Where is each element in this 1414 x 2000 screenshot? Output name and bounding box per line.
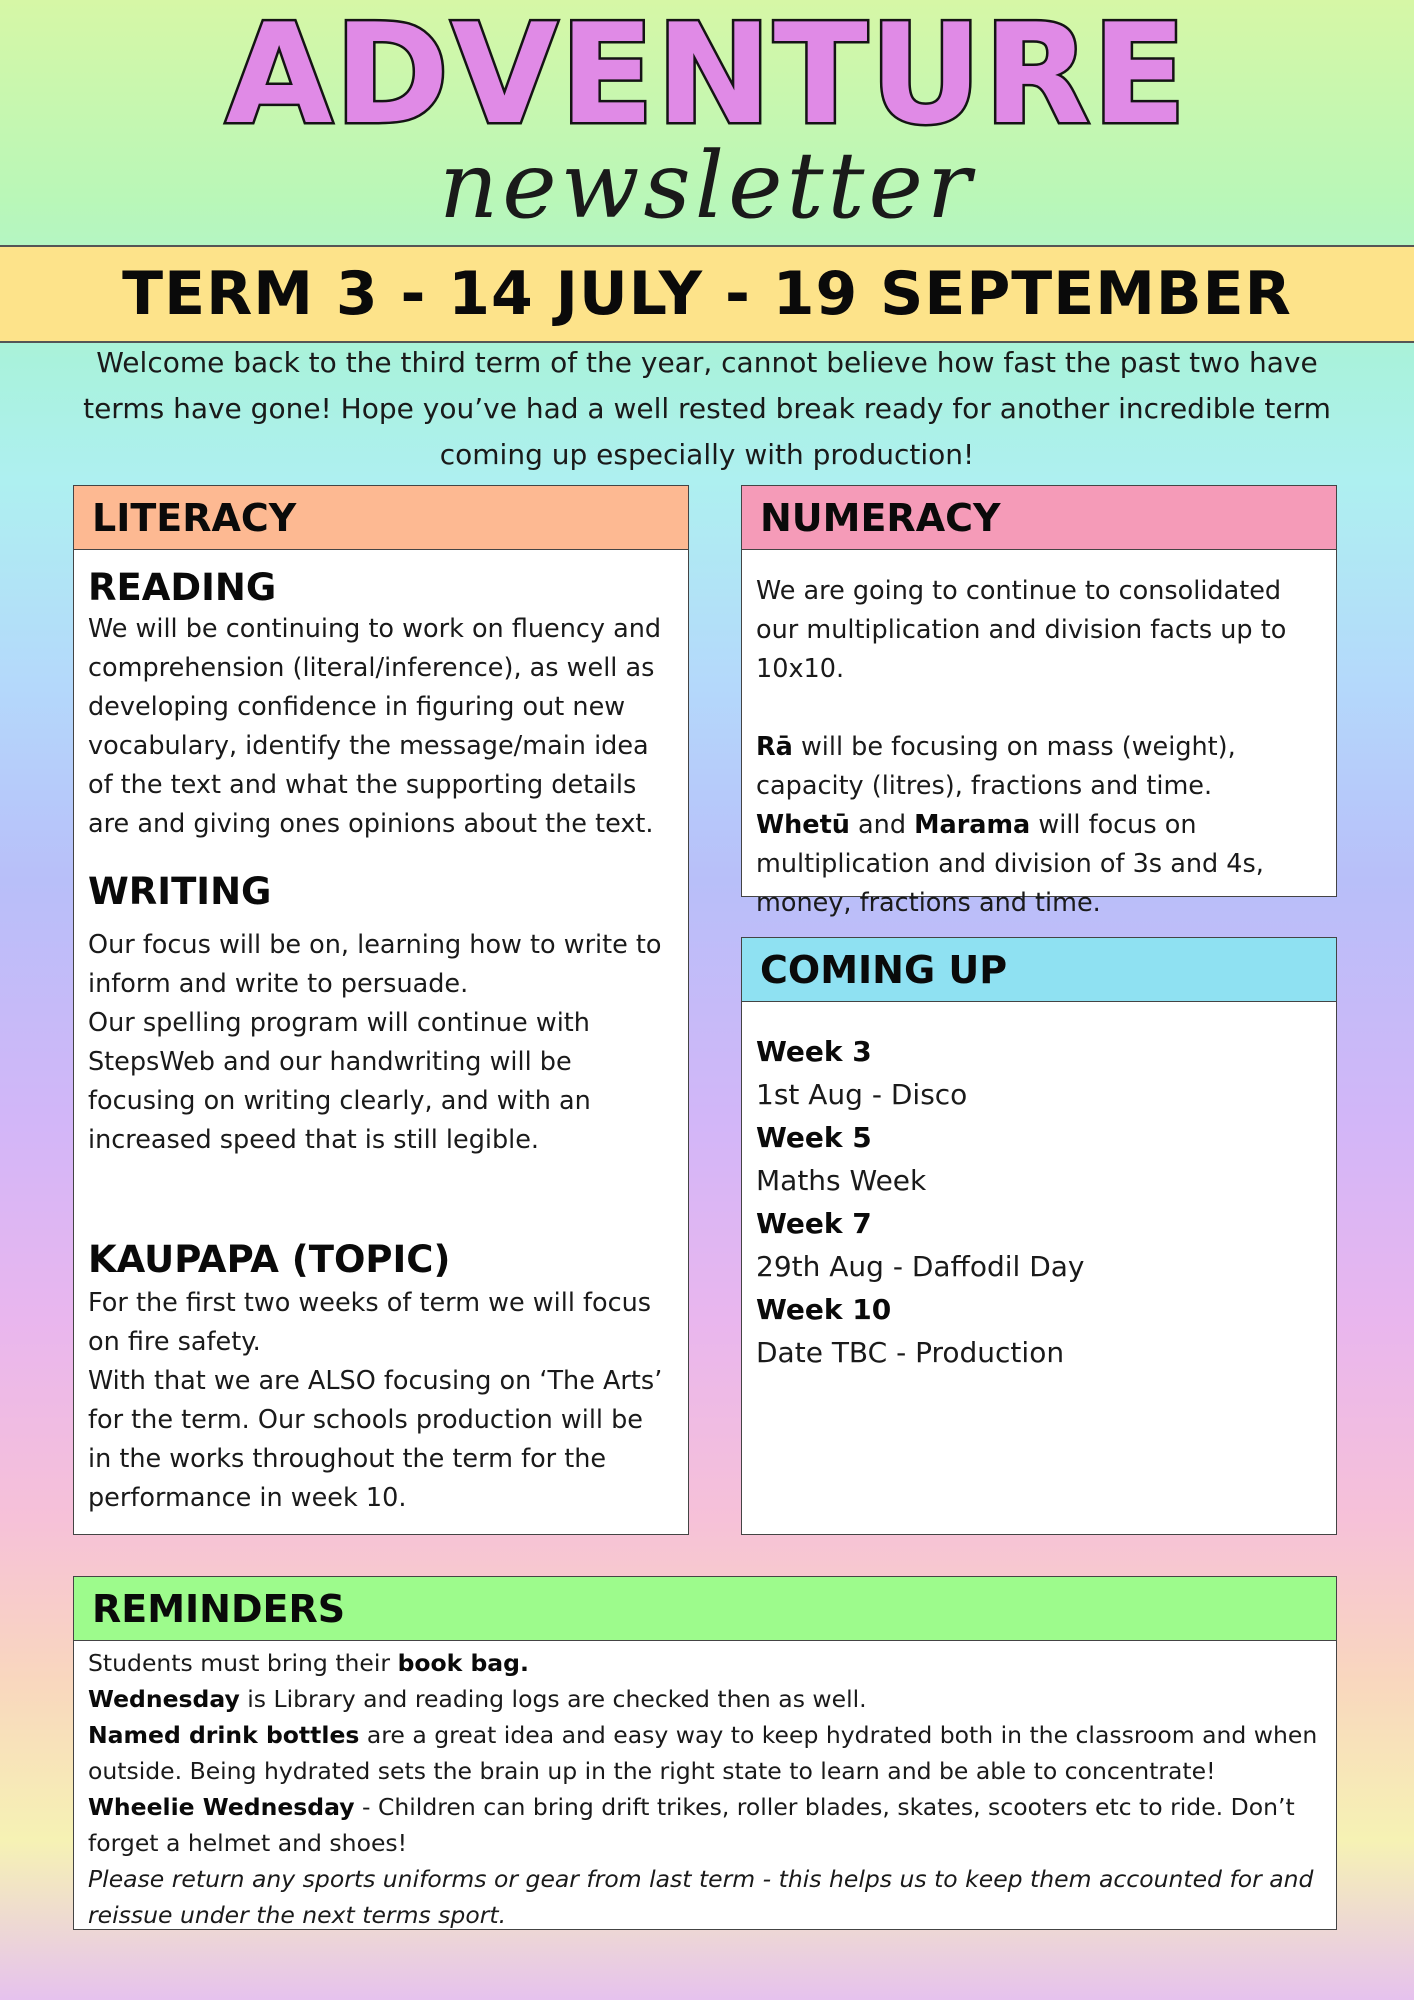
coming-up-heading: COMING UP [742,938,1336,1002]
reminder-text: is Library and reading logs are checked then as well. [239,1685,867,1713]
kaupapa-heading: KAUPAPA (TOPIC) [88,1238,451,1281]
group-and: and [849,810,915,840]
reminder-bold: Wheelie Wednesday [88,1793,355,1821]
reminder-wheelie-wednesday [88,1789,1322,1861]
newsletter-title: ADVENTURE [225,0,1189,155]
kaupapa-text-1: For the first two weeks of term we will focus on fire safety. [88,1288,652,1357]
literacy-box [73,485,689,1535]
reminder-text: Students must bring their [88,1649,398,1677]
coming-up-week: Week 10 [756,1293,892,1326]
group-whetu-name: Whetū [756,810,850,840]
numeracy-group-whetu-marama [756,806,1322,923]
group-whetu-marama-text: will focus on multiplication and division of 3s and 4s, money, fractions and time. [756,810,1264,918]
group-marama-name: Marama [914,810,1031,840]
reminders-heading: REMINDERS [74,1577,1336,1641]
reminder-bold: Named drink bottles [88,1721,360,1749]
numeracy-box [741,485,1337,918]
term-banner: TERM 3 - 14 JULY - 19 SEPTEMBER [0,245,1414,343]
writing-text-1: Our focus will be on, learning how to write to inform and write to persuade. [88,930,662,999]
kaupapa-text-2: With that we are ALSO focusing on ‘The Arts’ for the term. Our schools production will be in the works throughout the term for the performance in week 10. [88,1366,663,1513]
reminder-bold: Wednesday [88,1685,240,1713]
group-ra-name: Rā [756,732,793,762]
coming-up-week: Week 5 [756,1121,872,1154]
reminder-italic: Please return any sports uniforms or gear from last term - this helps us to keep them accounted for and reissue under the next terms sport. [88,1865,1314,1929]
newsletter-subtitle: newsletter [439,132,975,239]
writing-heading: WRITING [88,870,272,913]
reminder-bold: book bag. [397,1649,529,1677]
coming-up-week: Week 7 [756,1207,872,1240]
writing-text-2: Our spelling program will continue with StepsWeb and our handwriting will be focusing on writing clearly, and with an increased speed that is still legible. [88,1008,591,1155]
reminder-book-bag [88,1645,1322,1681]
reminder-sports-uniforms [88,1861,1322,1933]
literacy-heading: LITERACY [74,486,688,550]
coming-up-event: Date TBC - Production [756,1336,1065,1369]
coming-up-event: 1st Aug - Disco [756,1078,968,1111]
reminder-drink-bottles [88,1717,1322,1789]
coming-up-week: Week 3 [756,1035,872,1068]
reminder-text: are a great idea and easy way to keep hydrated both in the classroom and when outside. Being hydrated sets the brain up in the right state to learn and be able to concentrate! [88,1721,1318,1785]
coming-up-box [741,937,1337,1535]
numeracy-intro: We are going to continue to consolidated our multiplication and division facts up to 10x10. [756,576,1287,684]
numeracy-heading: NUMERACY [742,486,1336,550]
reminder-text: - Children can bring drift trikes, roller blades, skates, scooters etc to ride. Don’t forget a helmet and shoes! [88,1793,1295,1857]
coming-up-event: Maths Week [756,1164,927,1197]
intro-paragraph: Welcome back to the third term of the year, cannot believe how fast the past two have terms have gone! Hope you’ve had a well rested break ready for another incredible term coming up especially with production! [83,346,1331,471]
reading-text: We will be continuing to work on fluency and comprehension (literal/inference), as well as developing confidence in figuring out new vocabulary, identify the message/main idea of the text and what the supporting details are and giving ones opinions about the text. [88,614,662,839]
reminder-wednesday [88,1681,1322,1717]
reading-heading: READING [88,566,277,609]
numeracy-group-ra [756,728,1322,806]
group-ra-text: will be focusing on mass (weight), capacity (litres), fractions and time. [756,732,1236,801]
coming-up-event: 29th Aug - Daffodil Day [756,1250,1085,1283]
reminders-box [73,1576,1337,1930]
